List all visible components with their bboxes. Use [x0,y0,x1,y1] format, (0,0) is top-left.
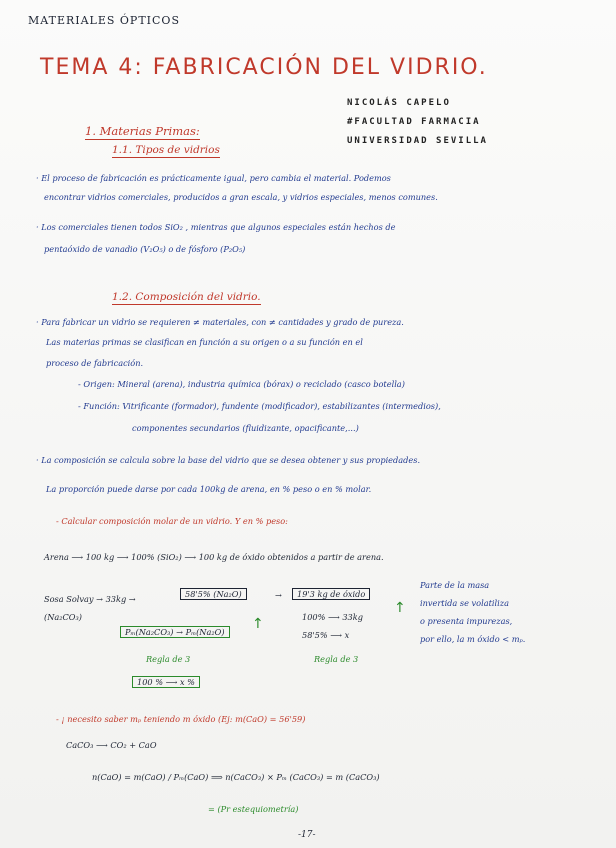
paragraph-line: Las materias primas se clasifican en función a su origen o a su función en el [46,337,363,347]
result-percent-box: 58'5% (Na₂O) [180,588,247,600]
calc-soda: Sosa Solvay → 33kg → [44,594,136,604]
side-note-line: o presenta impurezas, [420,616,513,626]
side-note-line: invertida se volatiliza [420,598,509,608]
molar-mass-ratio: Pₘ(Na₂CO₃) → Pₘ(Na₂O) [120,626,230,638]
paragraph-line: - Función: Vitrificante (formador), fundente (modificador), estabilizantes (intermedios), [78,401,441,411]
author-university: UNIVERSIDAD SEVILLA [347,136,488,146]
arrow-up-icon: ↑ [394,600,406,616]
section-1-2-heading: 1.2. Composición del vidrio. [112,291,261,303]
result-oxide-box: 19'3 kg de óxido [292,588,370,600]
arrow-up-icon: ↑ [252,616,264,632]
rule-of-three-label: Regla de 3 [146,654,191,664]
paragraph-line: · Los comerciales tienen todos SiO₂ , mientras que algunos especiales están hechos de [36,222,396,232]
reaction-equation: CaCO₃ ⟶ CO₂ + CaO [66,740,157,750]
paragraph-line: pentaóxido de vanadio (V₂O₅) o de fósforo (P₂O₅) [44,244,246,254]
paragraph-line: · El proceso de fabricación es prácticamente igual, pero cambia el material. Podemos [36,173,391,183]
calc-need: - ¡ necesito saber mₚ teniendo m óxido (Ej: m(CaO) = 56'59) [56,714,306,724]
paragraph-line: La proporción puede darse por cada 100kg de arena, en % peso o en % molar. [46,484,372,494]
paragraph-line: - Calcular composición molar de un vidrio. Y en % peso: [56,516,288,526]
rule-of-three-label: Regla de 3 [314,654,359,664]
page-title: TEMA 4: FABRICACIÓN DEL VIDRIO. [40,55,488,80]
author-name: NICOLÁS CAPELO [347,98,451,108]
stoichiometry-note: = (Pr estequiometría) [208,804,299,814]
paragraph-line: encontrar vidrios comerciales, producidos a gran escala, y vidrios especiales, menos comunes. [44,192,438,202]
arrow: → [275,590,282,600]
paragraph-line: proceso de fabricación. [46,358,144,368]
calc-line-arena: Arena ⟶ 100 kg ⟶ 100% (SiO₂) ⟶ 100 kg de óxido obtenidos a partir de arena. [44,552,384,562]
section-1-1-heading: 1.1. Tipos de vidrios [112,144,220,156]
paragraph-line: · La composición se calcula sobre la base del vidrio que se desea obtener y sus propiedades. [36,455,421,465]
section-1-heading: 1. Materias Primas: [85,124,200,138]
paragraph-line: - Origen: Mineral (arena), industria química (bórax) o reciclado (casco botella) [78,379,405,389]
paragraph-line: componentes secundarios (fluidizante, opacificante,...) [132,423,359,433]
side-note-line: por ello, la m óxido < mₚ. [420,634,526,644]
author-faculty: #FACULTAD FARMACIA [347,117,481,127]
mole-formula: n(CaO) = m(CaO) / Pₘ(CaO) ⟹ n(CaCO₃) × Pₘ (CaCO₃) = m (CaCO₃) [92,772,380,782]
page-number: -17- [298,830,316,840]
course-header: MATERIALES ÓPTICOS [28,14,180,27]
rule-line: 58'5% ⟶ x [302,630,350,640]
rule-percent-box: 100 % ⟶ x % [132,676,200,688]
rule-line: 100% ⟶ 33kg [302,612,363,622]
side-note-line: Parte de la masa [420,580,490,590]
paragraph-line: · Para fabricar un vidrio se requieren ≠ materiales, con ≠ cantidades y grado de pureza. [36,317,404,327]
calc-soda-formula: (Na₂CO₃) [44,612,82,622]
